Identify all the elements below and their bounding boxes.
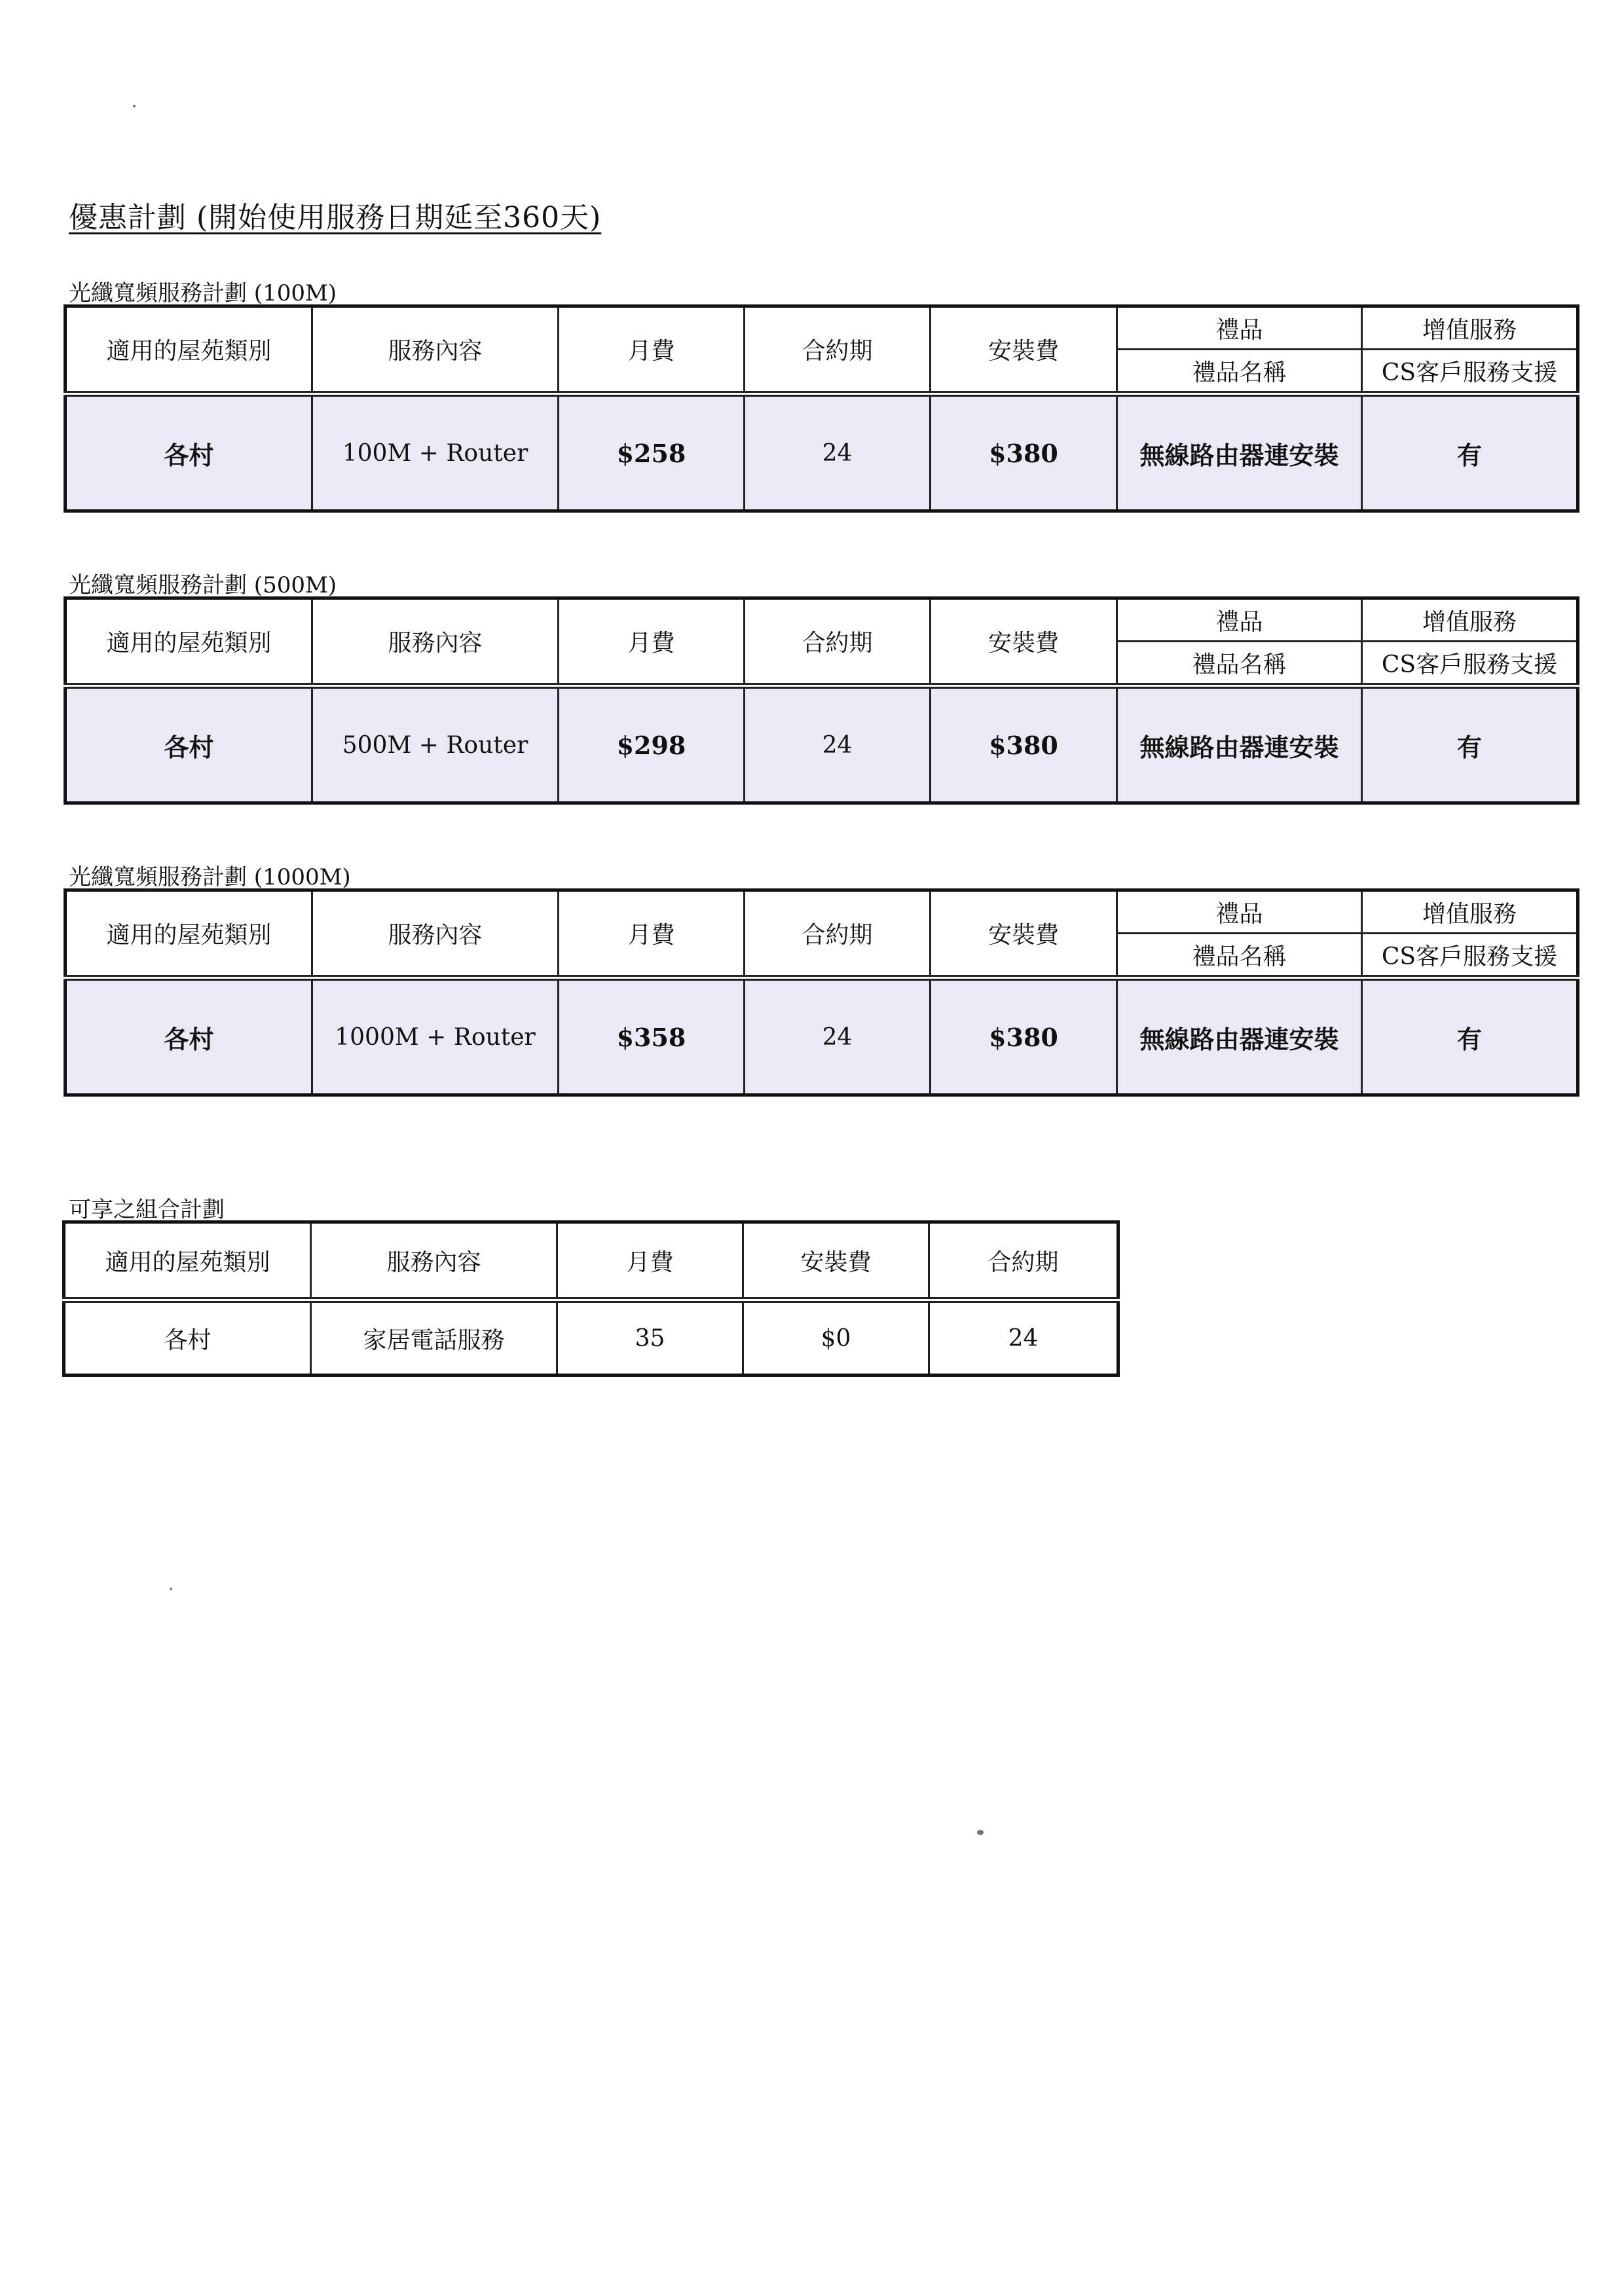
cell-category: 各村	[65, 686, 312, 803]
header-vas-name: CS客戶服務支援	[1362, 350, 1578, 394]
scan-speck	[170, 1588, 172, 1590]
combo-cell-contract: 24	[929, 1300, 1118, 1376]
header-install-fee: 安裝費	[931, 598, 1117, 686]
header-service: 服務內容	[312, 306, 559, 394]
header-gift-name: 禮品名稱	[1117, 350, 1362, 394]
cell-monthly-fee: $358	[559, 978, 745, 1095]
header-monthly-fee: 月費	[559, 306, 745, 394]
combo-header-category: 適用的屋苑類別	[64, 1222, 311, 1300]
combo-header-contract: 合約期	[929, 1222, 1118, 1300]
cell-install-fee: $380	[931, 686, 1117, 803]
page-title: 優惠計劃 (開始使用服務日期延至360天)	[69, 201, 602, 234]
header-install-fee: 安裝費	[931, 306, 1117, 394]
cell-vas: 有	[1362, 394, 1578, 511]
header-vas-name: CS客戶服務支援	[1362, 934, 1578, 978]
header-install-fee: 安裝費	[931, 890, 1117, 978]
cell-install-fee: $380	[931, 394, 1117, 511]
cell-monthly-fee: $298	[559, 686, 745, 803]
combo-cell-install-fee: $0	[743, 1300, 929, 1376]
cell-service: 500M + Router	[312, 686, 559, 803]
cell-service: 1000M + Router	[312, 978, 559, 1095]
plan-1000m-table	[64, 888, 1579, 1097]
plan-100m-label: 光纖寬頻服務計劃 (100M)	[69, 280, 337, 306]
header-vas-group: 增值服務	[1362, 890, 1578, 934]
plan-500m-table	[64, 596, 1579, 805]
cell-monthly-fee: $258	[559, 394, 745, 511]
header-category: 適用的屋苑類別	[65, 598, 312, 686]
scan-speck	[133, 105, 136, 107]
cell-category: 各村	[65, 394, 312, 511]
cell-install-fee: $380	[931, 978, 1117, 1095]
header-service: 服務內容	[312, 598, 559, 686]
header-category: 適用的屋苑類別	[65, 306, 312, 394]
header-service: 服務內容	[312, 890, 559, 978]
header-category: 適用的屋苑類別	[65, 890, 312, 978]
header-contract: 合約期	[745, 890, 931, 978]
header-monthly-fee: 月費	[559, 598, 745, 686]
cell-vas: 有	[1362, 978, 1578, 1095]
cell-service: 100M + Router	[312, 394, 559, 511]
cell-gift: 無線路由器連安裝	[1117, 686, 1362, 803]
combo-header-monthly-fee: 月費	[557, 1222, 743, 1300]
combo-cell-category: 各村	[64, 1300, 311, 1376]
header-gift-name: 禮品名稱	[1117, 934, 1362, 978]
header-contract: 合約期	[745, 306, 931, 394]
cell-gift: 無線路由器連安裝	[1117, 978, 1362, 1095]
header-gift-group: 禮品	[1117, 598, 1362, 642]
header-contract: 合約期	[745, 598, 931, 686]
table-row	[65, 978, 1578, 1095]
header-gift-name: 禮品名稱	[1117, 642, 1362, 686]
table-row	[65, 394, 1578, 511]
header-vas-group: 增值服務	[1362, 598, 1578, 642]
table-row	[64, 1300, 1118, 1376]
combo-table	[62, 1220, 1120, 1377]
combo-cell-service: 家居電話服務	[311, 1300, 557, 1376]
plan-1000m-label: 光纖寬頻服務計劃 (1000M)	[69, 864, 351, 890]
scan-speck	[977, 1830, 984, 1835]
cell-contract: 24	[745, 686, 931, 803]
combo-header-service: 服務內容	[311, 1222, 557, 1300]
cell-contract: 24	[745, 978, 931, 1095]
header-monthly-fee: 月費	[559, 890, 745, 978]
cell-gift: 無線路由器連安裝	[1117, 394, 1362, 511]
cell-contract: 24	[745, 394, 931, 511]
header-gift-group: 禮品	[1117, 890, 1362, 934]
header-vas-group: 增值服務	[1362, 306, 1578, 350]
header-gift-group: 禮品	[1117, 306, 1362, 350]
cell-vas: 有	[1362, 686, 1578, 803]
plan-100m-table	[64, 304, 1579, 513]
table-row	[65, 686, 1578, 803]
combo-cell-monthly-fee: 35	[557, 1300, 743, 1376]
combo-label: 可享之組合計劃	[69, 1197, 225, 1223]
combo-header-install-fee: 安裝費	[743, 1222, 929, 1300]
header-vas-name: CS客戶服務支援	[1362, 642, 1578, 686]
plan-500m-label: 光纖寬頻服務計劃 (500M)	[69, 572, 337, 598]
cell-category: 各村	[65, 978, 312, 1095]
